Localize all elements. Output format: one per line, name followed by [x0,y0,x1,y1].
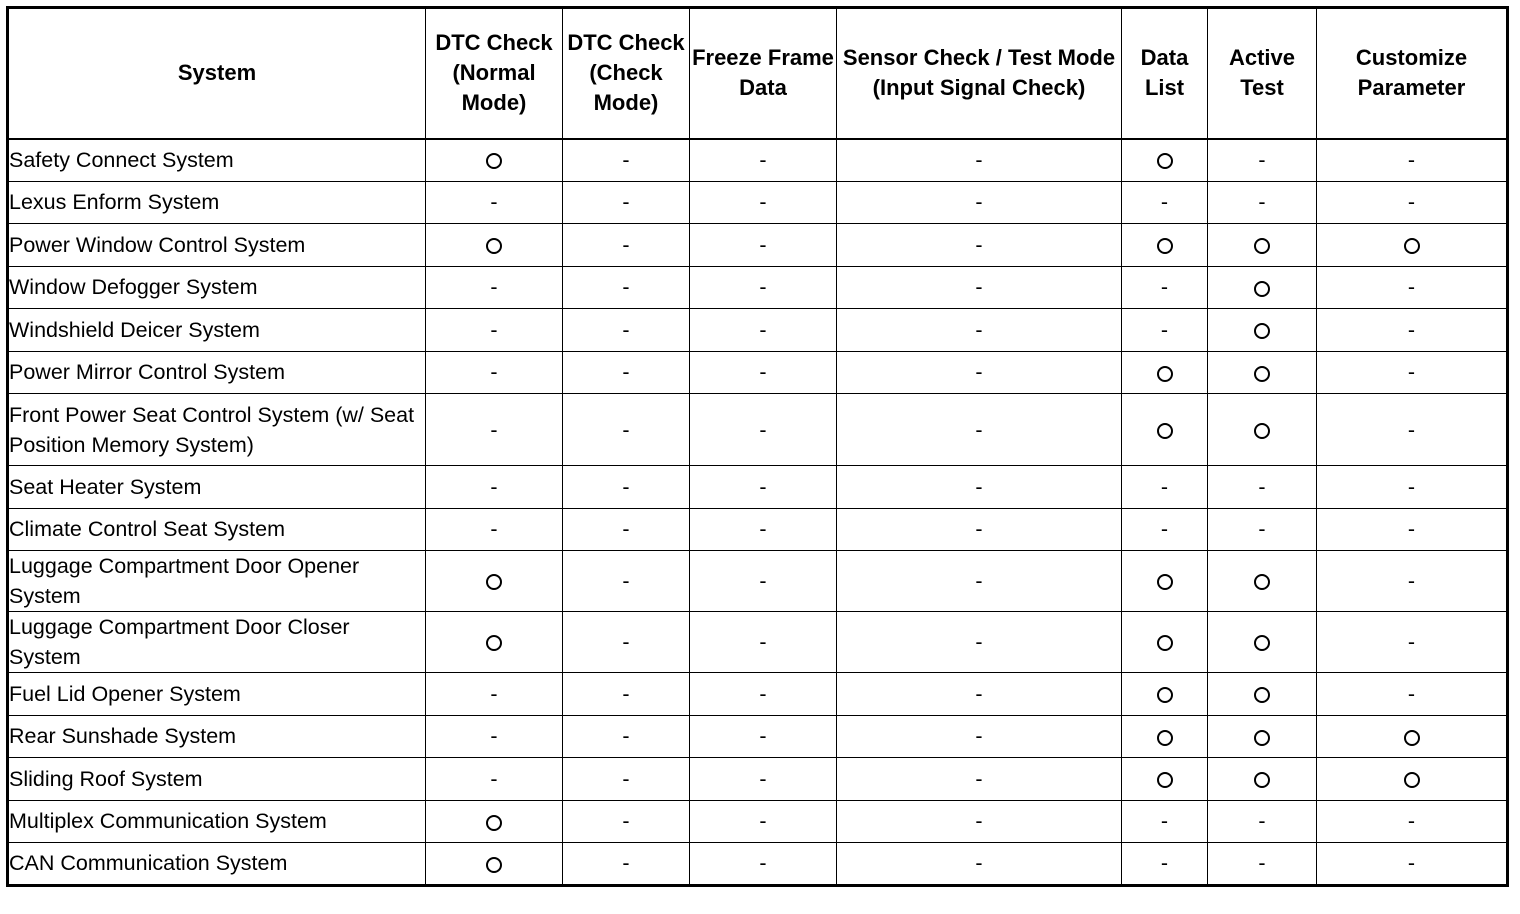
cell-sensor-not-supported [837,466,1122,509]
supported-circle-icon [1254,323,1270,339]
cell-sensor-not-supported [837,309,1122,352]
column-header-dtc-check: DTC Check (Check Mode) [563,8,690,139]
cell-sensor-not-supported [837,800,1122,843]
table-row [8,673,1508,716]
cell-dtc-normal-supported [426,551,563,612]
supported-circle-icon [1404,772,1420,788]
system-name-cell: Seat Heater System [8,466,426,509]
cell-active-test-not-supported [1208,181,1317,224]
not-supported-dash: - [490,190,498,215]
not-supported-dash: - [975,724,983,749]
column-header-freeze: Freeze Frame Data [690,8,837,139]
system-name-cell: Windshield Deicer System [8,309,426,352]
cell-sensor-not-supported [837,612,1122,673]
not-supported-dash: - [1407,809,1416,834]
cell-sensor-not-supported [837,673,1122,716]
not-supported-dash: - [759,681,767,706]
not-supported-dash: - [490,417,498,442]
cell-dtc-check-not-supported [563,843,690,886]
supported-circle-icon [1254,423,1270,439]
cell-data-list-not-supported [1122,309,1208,352]
cell-freeze-not-supported [690,394,837,466]
cell-customize-not-supported [1317,181,1508,224]
cell-dtc-normal-not-supported [426,394,563,466]
not-supported-dash: - [622,681,630,706]
cell-dtc-check-not-supported [563,266,690,309]
not-supported-dash: - [759,851,767,876]
not-supported-dash: - [1407,317,1416,342]
not-supported-dash: - [622,360,630,385]
table-row [8,508,1508,551]
not-supported-dash: - [975,417,983,442]
not-supported-dash: - [975,681,983,706]
not-supported-dash: - [1407,681,1416,706]
cell-customize-not-supported [1317,466,1508,509]
cell-data-list-supported [1122,673,1208,716]
cell-dtc-normal-supported [426,612,563,673]
system-name-cell: Sliding Roof System [8,758,426,801]
cell-sensor-not-supported [837,508,1122,551]
cell-customize-not-supported [1317,508,1508,551]
not-supported-dash: - [1258,851,1266,876]
table-row [8,612,1508,673]
not-supported-dash: - [622,766,630,791]
cell-active-test-not-supported [1208,508,1317,551]
cell-data-list-supported [1122,551,1208,612]
not-supported-dash: - [759,190,767,215]
not-supported-dash: - [975,474,983,499]
cell-data-list-supported [1122,612,1208,673]
supported-circle-icon [1157,238,1173,254]
cell-customize-not-supported [1317,266,1508,309]
cell-freeze-not-supported [690,843,837,886]
cell-dtc-normal-not-supported [426,266,563,309]
not-supported-dash: - [490,681,498,706]
not-supported-dash: - [1407,517,1416,542]
supported-circle-icon [486,238,502,254]
not-supported-dash: - [1407,190,1416,215]
system-name-cell: Fuel Lid Opener System [8,673,426,716]
supported-circle-icon [1157,423,1173,439]
not-supported-dash: - [490,317,498,342]
cell-dtc-check-not-supported [563,673,690,716]
cell-dtc-normal-supported [426,843,563,886]
supported-circle-icon [1157,635,1173,651]
supported-circle-icon [1254,574,1270,590]
not-supported-dash: - [1258,148,1266,172]
not-supported-dash: - [490,275,498,300]
table-row [8,309,1508,352]
not-supported-dash: - [490,517,498,542]
not-supported-dash: - [975,630,983,654]
cell-freeze-not-supported [690,673,837,716]
not-supported-dash: - [1160,851,1169,876]
cell-freeze-not-supported [690,466,837,509]
cell-active-test-supported [1208,551,1317,612]
supported-circle-icon [486,857,502,873]
supported-circle-icon [1157,366,1173,382]
system-name-cell: Luggage Compartment Door Closer System [8,612,426,673]
cell-dtc-check-not-supported [563,309,690,352]
cell-freeze-not-supported [690,351,837,394]
not-supported-dash: - [759,766,767,791]
not-supported-dash: - [759,724,767,749]
cell-dtc-normal-not-supported [426,673,563,716]
not-supported-dash: - [622,474,630,499]
cell-data-list-not-supported [1122,466,1208,509]
not-supported-dash: - [490,766,498,791]
system-name-cell: CAN Communication System [8,843,426,886]
cell-customize-not-supported [1317,139,1508,182]
not-supported-dash: - [759,809,767,834]
cell-freeze-not-supported [690,181,837,224]
cell-dtc-check-not-supported [563,139,690,182]
cell-active-test-supported [1208,673,1317,716]
cell-customize-not-supported [1317,551,1508,612]
cell-dtc-normal-not-supported [426,466,563,509]
cell-sensor-not-supported [837,551,1122,612]
cell-dtc-check-not-supported [563,224,690,267]
not-supported-dash: - [1160,275,1169,300]
cell-active-test-not-supported [1208,843,1317,886]
not-supported-dash: - [622,724,630,749]
not-supported-dash: - [622,569,630,593]
system-name-cell: Climate Control Seat System [8,508,426,551]
cell-dtc-normal-not-supported [426,181,563,224]
cell-freeze-not-supported [690,715,837,758]
not-supported-dash: - [1258,190,1266,215]
cell-active-test-supported [1208,351,1317,394]
supported-circle-icon [486,574,502,590]
supported-circle-icon [1254,635,1270,651]
supported-circle-icon [1157,772,1173,788]
not-supported-dash: - [759,317,767,342]
cell-data-list-supported [1122,139,1208,182]
not-supported-dash: - [1407,275,1416,300]
cell-dtc-normal-not-supported [426,758,563,801]
supported-circle-icon [1157,153,1173,169]
system-name-cell: Power Mirror Control System [8,351,426,394]
not-supported-dash: - [759,148,767,172]
supported-circle-icon [1157,687,1173,703]
cell-sensor-not-supported [837,266,1122,309]
cell-data-list-supported [1122,351,1208,394]
cell-active-test-supported [1208,758,1317,801]
system-name-cell: Lexus Enform System [8,181,426,224]
cell-freeze-not-supported [690,612,837,673]
table-row [8,224,1508,267]
supported-circle-icon [1404,730,1420,746]
cell-active-test-supported [1208,612,1317,673]
cell-dtc-check-not-supported [563,551,690,612]
supported-circle-icon [1254,238,1270,254]
cell-dtc-normal-not-supported [426,309,563,352]
table-row [8,139,1508,182]
header-row [8,8,1508,139]
cell-freeze-not-supported [690,266,837,309]
not-supported-dash: - [622,517,630,542]
cell-dtc-check-not-supported [563,758,690,801]
system-name-cell: Luggage Compartment Door Opener System [8,551,426,612]
not-supported-dash: - [975,275,983,300]
table-row [8,181,1508,224]
cell-freeze-not-supported [690,800,837,843]
cell-dtc-normal-not-supported [426,351,563,394]
cell-customize-supported [1317,224,1508,267]
cell-customize-supported [1317,758,1508,801]
not-supported-dash: - [975,232,983,257]
supported-circle-icon [486,815,502,831]
system-name-cell: Multiplex Communication System [8,800,426,843]
cell-customize-not-supported [1317,612,1508,673]
cell-active-test-supported [1208,309,1317,352]
not-supported-dash: - [759,232,767,257]
cell-sensor-not-supported [837,139,1122,182]
not-supported-dash: - [1407,360,1416,385]
not-supported-dash: - [622,851,630,876]
not-supported-dash: - [759,417,767,442]
system-name-cell: Front Power Seat Control System (w/ Seat Position Memory System) [8,394,426,466]
cell-freeze-not-supported [690,508,837,551]
cell-customize-not-supported [1317,800,1508,843]
cell-customize-not-supported [1317,351,1508,394]
cell-sensor-not-supported [837,351,1122,394]
not-supported-dash: - [490,474,498,499]
not-supported-dash: - [1160,474,1169,499]
system-function-table [6,6,1509,887]
not-supported-dash: - [1407,474,1416,499]
cell-dtc-check-not-supported [563,351,690,394]
not-supported-dash: - [622,148,630,172]
table-row [8,758,1508,801]
cell-customize-not-supported [1317,309,1508,352]
column-header-customize: Customize Parameter [1317,8,1508,139]
not-supported-dash: - [975,317,983,342]
supported-circle-icon [1157,574,1173,590]
not-supported-dash: - [1407,851,1416,876]
cell-active-test-supported [1208,715,1317,758]
table-row [8,394,1508,466]
cell-freeze-not-supported [690,758,837,801]
cell-dtc-check-not-supported [563,508,690,551]
supported-circle-icon [1254,366,1270,382]
not-supported-dash: - [1160,317,1169,342]
cell-sensor-not-supported [837,843,1122,886]
column-header-system: System [8,8,426,139]
cell-active-test-supported [1208,266,1317,309]
cell-active-test-supported [1208,394,1317,466]
not-supported-dash: - [759,474,767,499]
supported-circle-icon [486,635,502,651]
not-supported-dash: - [622,809,630,834]
not-supported-dash: - [1258,474,1266,499]
table-body [8,139,1508,886]
not-supported-dash: - [1160,809,1169,834]
not-supported-dash: - [1258,809,1266,834]
cell-active-test-not-supported [1208,466,1317,509]
not-supported-dash: - [759,360,767,385]
cell-dtc-normal-supported [426,139,563,182]
cell-customize-not-supported [1317,673,1508,716]
not-supported-dash: - [975,569,983,593]
cell-data-list-not-supported [1122,843,1208,886]
not-supported-dash: - [975,517,983,542]
cell-dtc-normal-not-supported [426,508,563,551]
not-supported-dash: - [1160,190,1169,215]
cell-dtc-normal-not-supported [426,715,563,758]
cell-dtc-check-not-supported [563,612,690,673]
cell-data-list-not-supported [1122,266,1208,309]
cell-active-test-not-supported [1208,800,1317,843]
system-name-cell: Window Defogger System [8,266,426,309]
cell-freeze-not-supported [690,309,837,352]
not-supported-dash: - [1407,630,1416,654]
column-header-data-list: Data List [1122,8,1208,139]
cell-data-list-not-supported [1122,181,1208,224]
not-supported-dash: - [622,630,630,654]
not-supported-dash: - [490,724,498,749]
not-supported-dash: - [622,232,630,257]
not-supported-dash: - [490,360,498,385]
cell-active-test-not-supported [1208,139,1317,182]
table-row [8,715,1508,758]
not-supported-dash: - [975,766,983,791]
cell-data-list-supported [1122,224,1208,267]
not-supported-dash: - [1160,517,1169,542]
table-row [8,843,1508,886]
supported-circle-icon [1254,772,1270,788]
cell-data-list-supported [1122,758,1208,801]
system-name-cell: Power Window Control System [8,224,426,267]
cell-sensor-not-supported [837,181,1122,224]
table-row [8,266,1508,309]
supported-circle-icon [486,153,502,169]
cell-sensor-not-supported [837,394,1122,466]
cell-freeze-not-supported [690,551,837,612]
supported-circle-icon [1254,730,1270,746]
supported-circle-icon [1254,281,1270,297]
cell-dtc-check-not-supported [563,394,690,466]
not-supported-dash: - [1407,417,1416,442]
cell-customize-not-supported [1317,394,1508,466]
not-supported-dash: - [975,360,983,385]
system-name-cell: Safety Connect System [8,139,426,182]
cell-sensor-not-supported [837,224,1122,267]
cell-freeze-not-supported [690,139,837,182]
cell-sensor-not-supported [837,758,1122,801]
not-supported-dash: - [622,275,630,300]
cell-dtc-check-not-supported [563,181,690,224]
column-header-dtc-normal: DTC Check (Normal Mode) [426,8,563,139]
not-supported-dash: - [759,630,767,654]
table-row [8,351,1508,394]
cell-data-list-supported [1122,394,1208,466]
not-supported-dash: - [975,148,983,172]
table-row [8,551,1508,612]
cell-freeze-not-supported [690,224,837,267]
not-supported-dash: - [759,517,767,542]
not-supported-dash: - [1407,569,1416,593]
cell-customize-supported [1317,715,1508,758]
supported-circle-icon [1254,687,1270,703]
not-supported-dash: - [975,809,983,834]
cell-sensor-not-supported [837,715,1122,758]
table-row [8,800,1508,843]
table-row [8,466,1508,509]
not-supported-dash: - [622,417,630,442]
not-supported-dash: - [1407,148,1416,172]
cell-dtc-normal-supported [426,224,563,267]
cell-dtc-check-not-supported [563,715,690,758]
not-supported-dash: - [759,275,767,300]
not-supported-dash: - [1258,517,1266,542]
cell-active-test-supported [1208,224,1317,267]
column-header-active-test: Active Test [1208,8,1317,139]
not-supported-dash: - [975,851,983,876]
cell-dtc-check-not-supported [563,800,690,843]
column-header-sensor: Sensor Check / Test Mode (Input Signal Check) [837,8,1122,139]
supported-circle-icon [1404,238,1420,254]
system-name-cell: Rear Sunshade System [8,715,426,758]
cell-data-list-not-supported [1122,508,1208,551]
cell-data-list-supported [1122,715,1208,758]
not-supported-dash: - [975,190,983,215]
not-supported-dash: - [622,190,630,215]
not-supported-dash: - [622,317,630,342]
cell-data-list-not-supported [1122,800,1208,843]
supported-circle-icon [1157,730,1173,746]
cell-dtc-check-not-supported [563,466,690,509]
cell-customize-not-supported [1317,843,1508,886]
cell-dtc-normal-supported [426,800,563,843]
not-supported-dash: - [759,569,767,593]
